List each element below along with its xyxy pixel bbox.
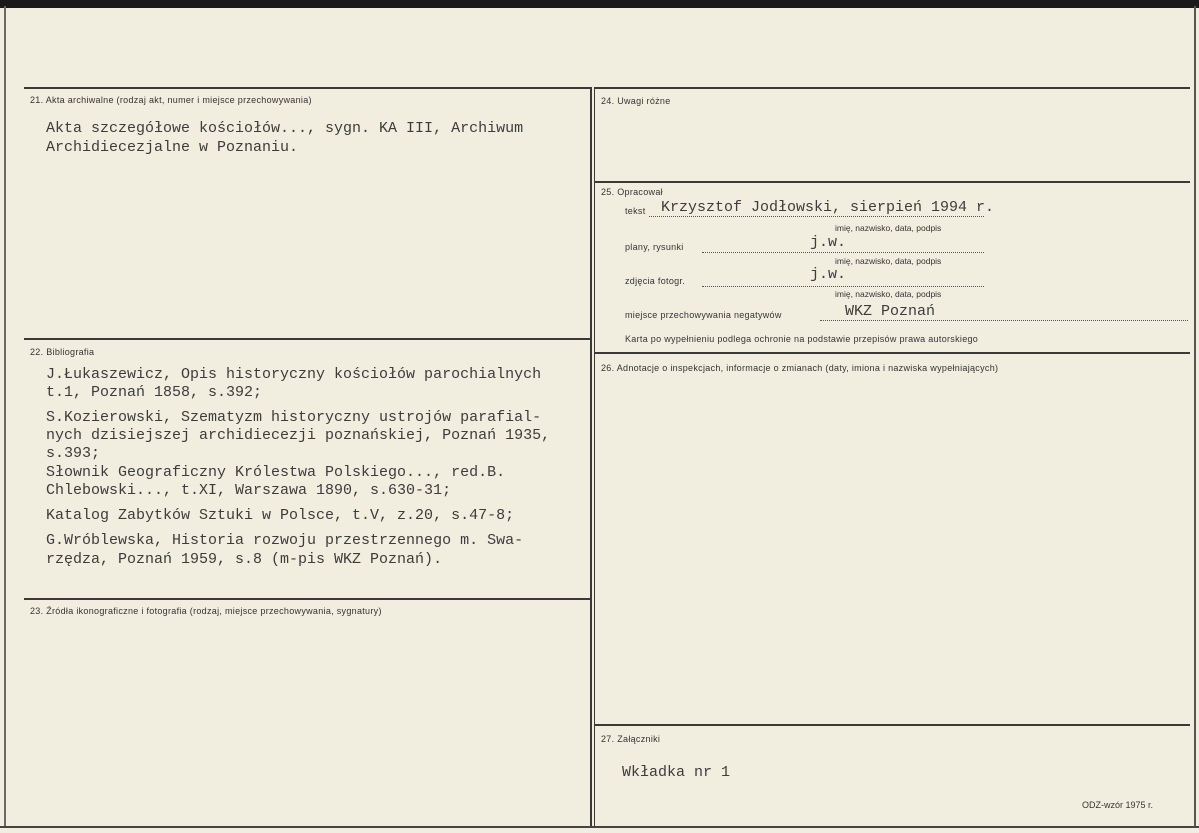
- bottom-border: [0, 826, 1199, 828]
- section-26-label: 26. Adnotacje o inspekcjach, informacje o zmianach (daty, imiona i nazwiska wypełniających): [601, 363, 999, 373]
- left-border: [4, 6, 6, 826]
- divider-25: [595, 181, 1190, 183]
- bibliography-line: Chlebowski..., t.XI, Warszawa 1890, s.630-31;: [46, 482, 452, 499]
- section-21-label: 21. Akta archiwalne (rodzaj akt, numer i miejsce przechowywania): [30, 95, 312, 105]
- divider-top-left: [24, 87, 591, 89]
- bibliography-line: G.Wróblewska, Historia rozwoju przestrzennego m. Swa-: [46, 532, 524, 549]
- zdjecia-line: [702, 285, 984, 287]
- section-21-line-1: Akta szczegółowe kościołów..., sygn. KA III, Archiwum: [46, 120, 524, 137]
- divider-26: [595, 352, 1190, 354]
- bibliography-line: nych dzisiejszej archidiecezji poznańskiej, Poznań 1935,: [46, 427, 551, 444]
- top-border: [0, 0, 1199, 8]
- plany-label: plany, rysunki: [625, 242, 684, 252]
- section-23-label: 23. Źródła ikonograficzne i fotografia (rodzaj, miejsce przechowywania, sygnatury): [30, 606, 382, 616]
- bibliography-line: rzędza, Poznań 1959, s.8 (m-pis WKZ Poznań).: [46, 551, 443, 568]
- plany-sublabel: imię, nazwisko, data, podpis: [835, 256, 942, 266]
- divider-22: [24, 338, 591, 340]
- tekst-value: Krzysztof Jodłowski, sierpień 1994 r.: [661, 199, 995, 216]
- karta-note: Karta po wypełnieniu podlega ochronie na podstawie przepisów prawa autorskiego: [625, 334, 979, 344]
- divider-23: [24, 598, 591, 600]
- section-27-label: 27. Załączniki: [601, 734, 661, 744]
- tekst-sublabel: imię, nazwisko, data, podpis: [835, 223, 942, 233]
- section-21-line-2: Archidiecezjalne w Poznaniu.: [46, 139, 299, 156]
- attachment-value: Wkładka nr 1: [622, 764, 731, 781]
- section-24-label: 24. Uwagi różne: [601, 96, 671, 106]
- zdjecia-sublabel: imię, nazwisko, data, podpis: [835, 289, 942, 299]
- right-column-edge: [594, 87, 595, 826]
- zdjecia-value: j.w.: [810, 266, 847, 283]
- miejsce-label: miejsce przechowywania negatywów: [625, 310, 782, 320]
- divider-top-right: [595, 87, 1190, 89]
- bibliography-line: J.Łukaszewicz, Opis historyczny kościołów parochialnych: [46, 366, 542, 383]
- miejsce-value: WKZ Poznań: [845, 303, 936, 320]
- bibliography-line: Słownik Geograficzny Królestwa Polskiego..., red.B.: [46, 464, 506, 481]
- divider-27: [595, 724, 1190, 726]
- form-identifier: ODZ-wzór 1975 r.: [1082, 800, 1154, 810]
- tekst-label: tekst: [625, 206, 646, 216]
- bibliography-line: S.Kozierowski, Szematyzm historyczny ustrojów parafial-: [46, 409, 542, 426]
- section-25-label: 25. Opracował: [601, 187, 663, 197]
- bibliography-line: Katalog Zabytków Sztuki w Polsce, t.V, z.20, s.47-8;: [46, 507, 515, 524]
- bibliography-line: t.1, Poznań 1858, s.392;: [46, 384, 263, 401]
- right-border: [1194, 6, 1196, 826]
- zdjecia-label: zdjęcia fotogr.: [625, 276, 686, 286]
- section-22-label: 22. Bibliografia: [30, 347, 95, 357]
- plany-value: j.w.: [810, 234, 847, 251]
- bibliography-line: s.393;: [46, 445, 101, 462]
- column-divider: [590, 87, 592, 826]
